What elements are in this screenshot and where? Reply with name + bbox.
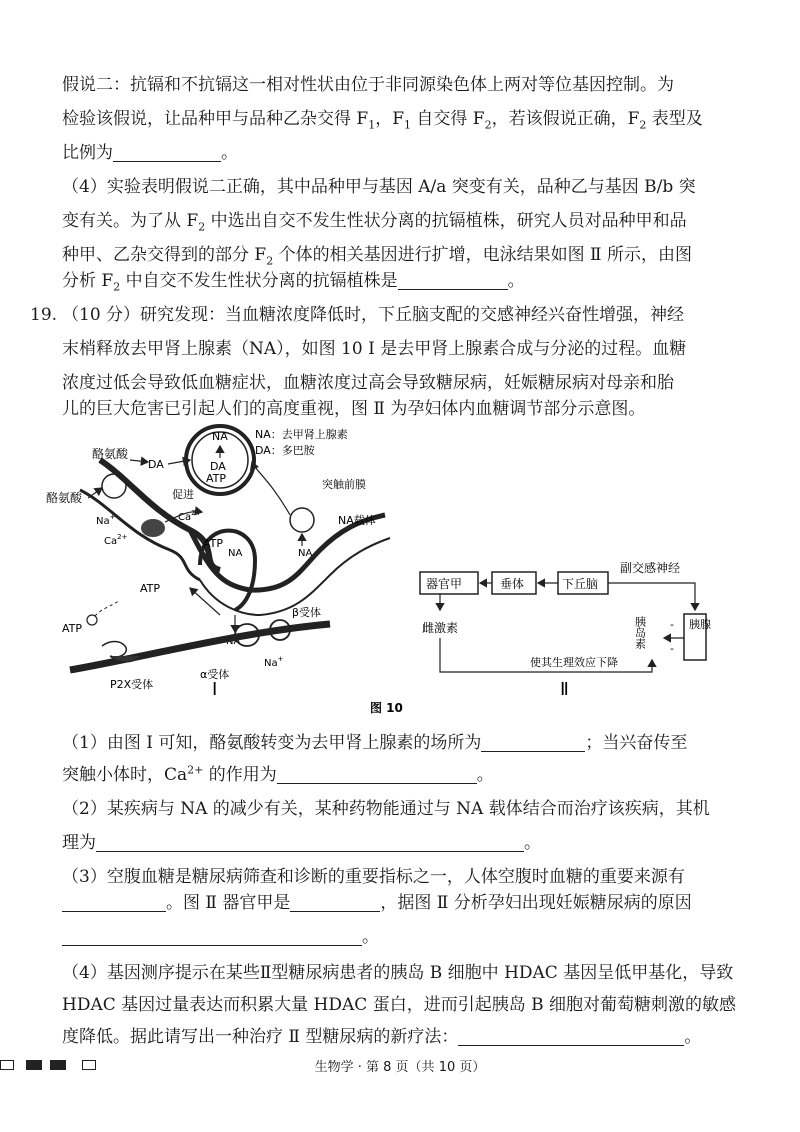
calcium-ion-label-left: $Ca^{2+}$ [104,533,128,547]
pancreas-label: 胰腺 [689,618,711,631]
panel-1-synapse-diagram [46,426,390,700]
tyrosine-label-top: 酪氨酸 [92,447,129,461]
organ-a-label: 器官甲 [426,577,463,591]
q19-line-2: 末梢释放去甲肾上腺素（NA），如图 10 Ⅰ 是去甲肾上腺素合成与分泌的过程。血糖 [62,339,687,359]
figure-caption: 图 10 [370,701,403,715]
hypothesis-two-line-1: 假说二：抗镉和不抗镉这一相对性状由位于非同源染色体上两对等位基因控制。为 [62,75,674,95]
calcium-ion-label-right: $Ca^{2+}$ [178,509,202,523]
alpha-receptor-label: α受体 [200,668,230,681]
reuptake-na-label: NA [298,548,313,559]
hypothesis-two-line-3: 比例为 。 [62,143,238,163]
page-footer [0,1054,800,1078]
tyrosine-label-left: 酪氨酸 [46,491,83,505]
sodium-ion-label: Na+ [96,513,116,527]
presynaptic-membrane-label: 突触前膜 [322,478,366,491]
vesicle-na-label: NA [212,430,228,443]
p2x-atp-label: ATP [62,622,83,635]
postsynaptic-membrane [70,624,330,670]
question-number: 19. [30,305,58,325]
figure-10 [40,420,760,720]
pituitary-label: 垂体 [500,577,525,591]
answer-blank-q3-source[interactable] [62,891,166,912]
answer-blank-q3-reason[interactable] [62,925,362,946]
sub-q3-line-1: （3）空腹血糖是糖尿病筛查和诊断的重要指标之一，人体空腹时血糖的重要来源有 [62,867,685,887]
sub-q2-line-1: （2）某疾病与 NA 的减少有关，某种药物能通过与 NA 载体结合而治疗该疾病，其机 [62,799,710,819]
legend-da: DA：多巴胺 [255,444,315,457]
na-carrier-label: NA载体 [338,514,376,527]
sub-q4-line-3: 度降低。据此请写出一种治疗 Ⅱ 型糖尿病的新疗法： 。 [62,1027,702,1047]
answer-blank-q1-calcium[interactable] [277,763,477,784]
sub-q4-line-2: HDAC 基因过量表达而积累大量 HDAC 蛋白，进而引起胰岛 B 细胞对葡萄糖刺激的敏感 [62,995,736,1015]
minus-sign-2: - [670,642,674,655]
sub-q3-line-2: 。图 Ⅱ 器官甲是 ，据图 Ⅱ 分析孕妇出现妊娠糖尿病的原因 [62,886,730,920]
da-label: DA [148,458,164,471]
answer-blank-q1-site[interactable] [481,731,585,752]
q19-line-1: （10 分）研究发现：当血糖浓度降低时，下丘脑支配的交感神经兴奋性增强，神经 [62,305,685,325]
q4-prev-line-1: （4）实验表明假说二正确，其中品种甲与基因 A/a 突变有关，品种乙与基因 B/b 突 [62,177,696,197]
fusing-vesicle-na: NA [228,548,243,559]
panel-2-label: Ⅱ [560,679,569,700]
hypothalamus-label: 下丘脑 [562,577,599,591]
promote-label: 促进 [172,488,194,501]
panel-2-regulation-diagram [420,560,711,700]
q4-prev-line-4: 分析 $F_2$ 中自交不发生性状分离的抗镉植株是 。 [62,271,525,294]
parasympathetic-label: 副交感神经 [620,561,681,575]
answer-blank-q3-organ[interactable] [290,891,380,912]
sub-q2-line-2: 理为 。 [62,833,541,853]
answer-blank-q4-therapy[interactable] [458,1025,684,1046]
calcium-channel [141,519,165,537]
q4-prev-line-3: 种甲、乙杂交得到的部分 $F_2$ 个体的相关基因进行扩增，电泳结果如图 Ⅱ 所示，由图 [62,245,692,268]
panel-1-label: Ⅰ [212,679,218,700]
vesicle-atp-label: ATP [206,472,227,485]
answer-blank-plants[interactable] [398,269,508,290]
vesicle-da-label: DA [210,460,226,473]
figure-10-svg [40,420,760,720]
estrogen-label: 雌激素 [422,621,459,635]
axon-membrane-lower [80,490,200,580]
answer-blank-ratio[interactable] [113,141,221,162]
minus-sign-1: - [670,618,674,631]
released-na-label: NA [226,636,241,647]
q4-prev-line-2: 变有关。为了从 $F_2$ 中选出自交不发生性状分离的抗镉植株，研究人员对品种甲和品 [62,211,687,234]
na-carrier [290,508,314,532]
effect-down-label: 使其生理效应下降 [530,656,618,669]
beta-receptor-label: β受体 [292,606,322,619]
sub-q3-line-3: 。 [62,920,730,954]
answer-blank-q2-mechanism[interactable] [96,831,524,852]
fusing-vesicle-atp: ATP [203,537,224,550]
page-number-info: 生物学 · 第 8 页（共 10 页） [314,1060,486,1075]
legend-na: NA：去甲肾上腺素 [255,428,348,441]
released-atp-label: ATP [140,582,161,595]
tyrosine-transporter [102,474,126,498]
q19-line-3: 浓度过低会导致低血糖症状，血糖浓度过高会导致糖尿病，妊娠糖尿病对母亲和胎 [62,373,674,393]
q19-line-4: 儿的巨大危害已引起人们的高度重视，图 Ⅱ 为孕妇体内血糖调节部分示意图。 [62,399,646,419]
sub-q1-line-1: （1）由图 Ⅰ 可知，酪氨酸转变为去甲肾上腺素的场所为 ；当兴奋传至 [62,733,688,753]
insulin-label: 胰岛素 [633,616,647,649]
sub-q1-line-2: 突触小体时，$Ca^{2+}$ 的作用为 。 [62,763,494,785]
p2x-receptor-label: P2X受体 [110,678,154,691]
p2x-receptor [102,642,126,658]
postsynaptic-sodium-label: Na+ [264,655,284,669]
hypothesis-two-line-2: 检验该假说，让品种甲与品种乙杂交得 $F_1$，$F_1$ 自交得 $F_2$，若该假说正确，$F_2$ 表型及 [62,109,703,132]
sub-q4-line-1: （4）基因测序提示在某些Ⅱ型糖尿病患者的胰岛 B 细胞中 HDAC 基因呈低甲基化，导致 [62,963,734,983]
